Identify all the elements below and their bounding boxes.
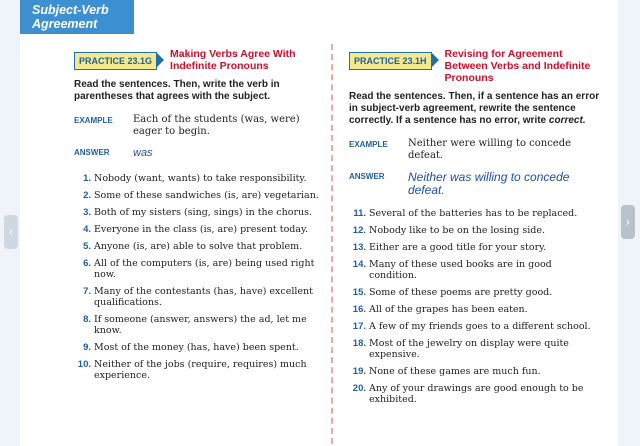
item-text: None of these games are much fun. (369, 366, 541, 377)
list-item (74, 190, 324, 201)
example-row (349, 138, 601, 162)
item-number: 13. (352, 242, 366, 253)
answer-label: ANSWER (349, 172, 385, 181)
answer-label: ANSWER (74, 148, 110, 157)
item-number: 15. (352, 287, 366, 298)
list-item (74, 241, 324, 252)
item-text: Most of the jewelry on display were quite expensive. (369, 338, 569, 360)
item-text: All of the grapes has been eaten. (369, 304, 528, 315)
item-text: Many of the contestants (has, have) excellent qualifications. (94, 286, 313, 308)
header-line-1: Subject-Verb (32, 3, 109, 17)
header-line-2: Agreement (32, 17, 98, 31)
badge-arrow-icon (432, 53, 439, 67)
answer-text: Neither was willing to concede defeat. (408, 170, 570, 197)
instructions-emphasis: correct. (548, 115, 586, 126)
item-number: 10. (77, 359, 91, 370)
instructions (349, 91, 601, 127)
item-number: 19. (352, 366, 366, 377)
list-item (349, 208, 601, 219)
item-text: A few of my friends goes to a different school. (369, 321, 591, 332)
list-item (74, 314, 324, 336)
practice-23-1g (74, 48, 324, 387)
list-item (74, 224, 324, 235)
item-text: Several of the batteries has to be replaced. (369, 208, 578, 219)
item-number: 7. (83, 286, 91, 297)
item-text: Some of these sandwiches (is, are) vegetarian. (94, 190, 319, 201)
practice-heading (74, 48, 324, 72)
example-text: Neither were willing to concede defeat. (408, 138, 572, 161)
practice-badge: PRACTICE 23.1G (74, 52, 157, 70)
item-number: 9. (83, 342, 91, 353)
example-label: EXAMPLE (74, 116, 113, 125)
item-text: Any of your drawings are good enough to be exhibited. (369, 383, 584, 405)
answer-text: was (133, 147, 153, 159)
item-number: 17. (352, 321, 366, 332)
instructions: Read the sentences. Then, write the verb in parentheses that agrees with the subject. (74, 79, 280, 102)
list-item (74, 258, 324, 280)
chevron-left-icon: ‹ (8, 225, 14, 239)
item-number: 20. (352, 383, 366, 394)
item-text: All of the computers (is, are) being used right now. (94, 258, 315, 280)
item-text: Nobody like to be on the losing side. (369, 225, 546, 236)
example-row (74, 114, 324, 138)
item-number: 1. (83, 173, 91, 184)
practice-23-1h (349, 48, 601, 411)
item-text: Everyone in the class (is, are) present today. (94, 224, 309, 235)
item-number: 5. (83, 241, 91, 252)
list-item (349, 321, 601, 332)
item-number: 14. (352, 259, 366, 270)
exercise-list (74, 173, 324, 381)
item-number: 12. (352, 225, 366, 236)
list-item (74, 286, 324, 308)
section-header (20, 0, 134, 34)
list-item (349, 366, 601, 377)
list-item (74, 173, 324, 184)
item-text: Neither of the jobs (require, requires) much experience. (94, 359, 307, 381)
practice-badge: PRACTICE 23.1H (349, 52, 432, 70)
item-number: 6. (83, 258, 91, 269)
list-item (349, 383, 601, 405)
practice-heading (349, 48, 601, 84)
list-item (349, 338, 601, 360)
badge-arrow-icon (157, 53, 164, 67)
answer-row (349, 171, 601, 197)
item-text: Nobody (want, wants) to take responsibility. (94, 173, 307, 184)
example-label: EXAMPLE (349, 140, 388, 149)
chevron-right-icon: › (625, 215, 631, 229)
item-text: If someone (answer, answers) the ad, let me know. (94, 314, 307, 336)
item-text: Some of these poems are pretty good. (369, 287, 553, 298)
list-item (349, 242, 601, 253)
list-item (349, 225, 601, 236)
item-text: Anyone (is, are) able to solve that problem. (94, 241, 303, 252)
item-text: Both of my sisters (sing, sings) in the chorus. (94, 207, 313, 218)
list-item (74, 207, 324, 218)
item-text: Either are a good title for your story. (369, 242, 547, 253)
list-item (74, 359, 324, 381)
practice-title: Revising for Agreement Between Verbs and Indefinite Pronouns (444, 48, 591, 84)
item-text: Most of the money (has, have) been spent. (94, 342, 299, 353)
item-number: 3. (83, 207, 91, 218)
list-item (74, 342, 324, 353)
item-number: 11. (353, 208, 366, 219)
exercise-list (349, 208, 601, 405)
instructions-main: Read the sentences. Then, if a sentence has an error in subject-verb agreement, rewrite the sentence correctly. If a sentence has no error, write (349, 91, 600, 126)
item-number: 16. (352, 304, 366, 315)
answer-row (74, 147, 324, 159)
example-text: Each of the students (was, were) eager to begin. (133, 114, 300, 137)
column-divider (331, 44, 333, 444)
item-number: 4. (83, 224, 91, 235)
item-text: Many of these used books are in good condition. (369, 259, 552, 281)
next-page-button[interactable] (621, 205, 635, 239)
item-number: 8. (83, 314, 91, 325)
list-item (349, 287, 601, 298)
practice-title: Making Verbs Agree With Indefinite Pronouns (170, 48, 296, 72)
item-number: 18. (352, 338, 366, 349)
item-number: 2. (83, 190, 91, 201)
list-item (349, 304, 601, 315)
prev-page-button[interactable] (4, 215, 18, 249)
list-item (349, 259, 601, 281)
